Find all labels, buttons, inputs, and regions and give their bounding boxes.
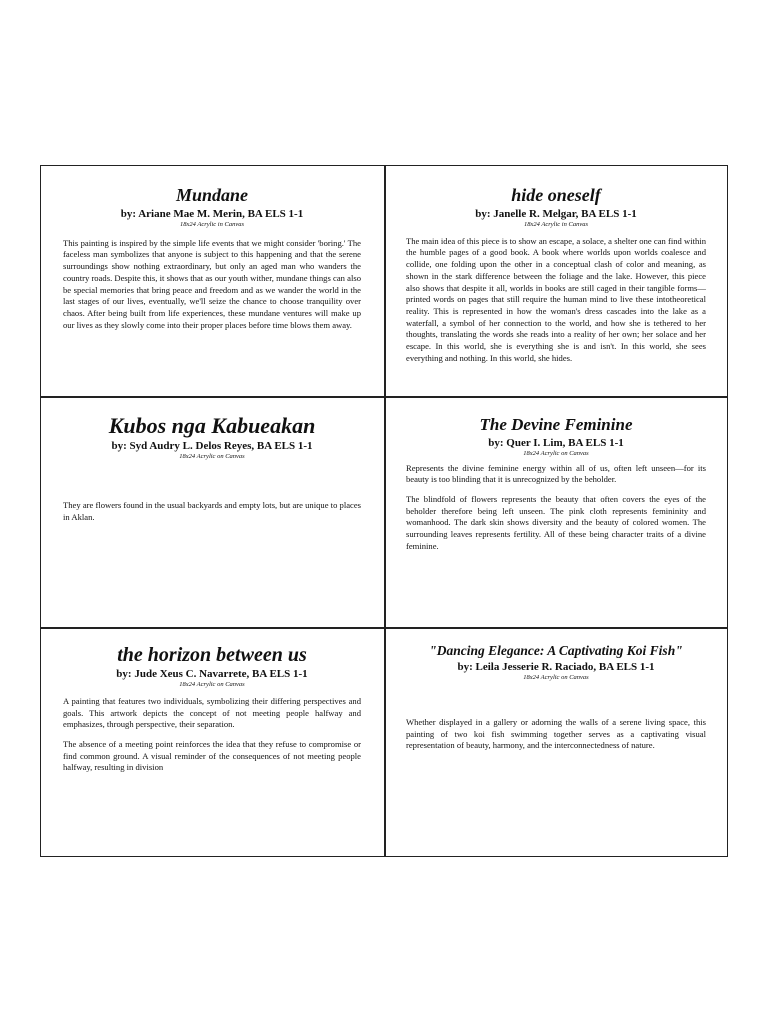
artwork-medium: 18x24 Acrylic in Canvas bbox=[524, 220, 588, 228]
description-paragraph: They are flowers found in the usual backyards and empty lots, but are unique to places in Aklan. bbox=[63, 500, 361, 522]
artwork-medium: 18x24 Acrylic on Canvas bbox=[523, 673, 589, 681]
column-divider bbox=[384, 166, 386, 856]
artwork-medium: 18x24 Acrylic on Canvas bbox=[179, 681, 245, 688]
artist-byline: by: Leila Jesserie R. Raciado, BA ELS 1-1 bbox=[457, 660, 655, 673]
artwork-description bbox=[63, 238, 361, 332]
exhibit-label-grid bbox=[40, 165, 728, 857]
artwork-medium: 18x24 Acrylic on Canvas bbox=[179, 453, 245, 461]
artwork-medium: 18x24 Acrylic in Canvas bbox=[180, 220, 244, 228]
artwork-description bbox=[406, 717, 706, 752]
artwork-title: Mundane bbox=[175, 185, 249, 205]
artwork-description bbox=[406, 463, 706, 553]
artwork-card-kubos-nga-kabueakan bbox=[63, 414, 361, 532]
description-paragraph: The blindfold of flowers represents the beauty that often covers the eyes of the beholder therefore being left unseen. The pink cloth represents femininity and womanhood. The dark skin shows diversity and the beauty of colored women. The surrounding leaves represents fertility. All of these being character traits of a divine feminine. bbox=[406, 494, 706, 551]
description-paragraph: Whether displayed in a gallery or adorning the walls of a serene living space, this painting of two koi fish swimming together serves as a captivating visual representation of beauty, harmony, and the interconnectedness of nature. bbox=[406, 716, 706, 751]
artwork-title: "Dancing Elegance: A Captivating Koi Fish" bbox=[429, 643, 683, 658]
artwork-description bbox=[406, 236, 706, 365]
artist-byline: by: Quer I. Lim, BA ELS 1-1 bbox=[488, 436, 624, 449]
artwork-title: Kubos nga Kabueakan bbox=[108, 413, 316, 438]
artwork-card-hide-oneself bbox=[406, 186, 706, 372]
artwork-description bbox=[63, 500, 361, 523]
artwork-title: hide oneself bbox=[511, 185, 601, 205]
artwork-title: The Devine Feminine bbox=[479, 415, 633, 434]
description-paragraph: The absence of a meeting point reinforces the idea that they refuse to compromise or find common ground. A visual reminder of the consequences of not meeting people halfway, resulting in division bbox=[63, 739, 361, 773]
artwork-card-devine-feminine bbox=[406, 416, 706, 561]
row-divider bbox=[41, 396, 727, 398]
artwork-medium: 18x24 Acrylic on Canvas bbox=[523, 449, 589, 457]
description-paragraph: This painting is inspired by the simple life events that we might consider 'boring.' The faceless man symbolizes that anyone is subject to this happening and that the serene surroundings show nothing extraordinary, but only an aged man who wanders the country roads. Despite this, it shows that as our youth wither, mundane things can also be special memories that bring peace and freedom and as we wander the world in the last stages of our lives, eventually, we'll seize the chance to choose tranquility over chaos. After being built from life experiences, these mundane ventures will make up our lives as they slowly come into their proper places before time blows them away. bbox=[63, 237, 361, 330]
artist-byline: by: Jude Xeus C. Navarrete, BA ELS 1-1 bbox=[116, 668, 308, 680]
artwork-title: the horizon between us bbox=[117, 644, 307, 666]
artist-byline: by: Ariane Mae M. Merin, BA ELS 1-1 bbox=[120, 207, 304, 220]
description-paragraph: Represents the divine feminine energy within all of us, often left unseen—for its beauty is too blinding that it is unrecognized by the beholder. bbox=[406, 462, 706, 485]
description-paragraph: The main idea of this piece is to show an escape, a solace, a shelter one can find within the humble pages of a good book. A book where worlds upon worlds coalesce and collide, one folding upon the other in a conceptual clash of color and meaning, as shown in the stark difference between the foliage and the lake. However, this piece also shows that despite it all, worlds in books are still caged in their tangible forms—printed words on pages that still require the human mind to live these intotheoretical reality. This is represented in how the woman's dress cascades into the lake as a waterfall, a symbol of her connection to the world, and how she is tethered to her thoughts, translating the words she reads into a reality of her own; her solace and her escape. In this world, she is everything she is and isn't. In this world, she sees everything and nothing. In this world, she hides. bbox=[406, 235, 706, 363]
artwork-card-dancing-elegance bbox=[406, 644, 706, 760]
artwork-card-horizon-between-us bbox=[63, 644, 361, 782]
artist-byline: by: Syd Audry L. Delos Reyes, BA ELS 1-1 bbox=[111, 440, 313, 453]
artwork-description bbox=[63, 696, 361, 774]
artist-byline: by: Janelle R. Melgar, BA ELS 1-1 bbox=[475, 207, 637, 220]
artwork-card-mundane bbox=[63, 186, 361, 339]
description-paragraph: A painting that features two individuals, symbolizing their differing perspectives and goals. This artwork depicts the concept of not meeting people halfway and emphasizes, through perspective, their separation. bbox=[63, 696, 361, 730]
row-divider bbox=[41, 627, 727, 629]
